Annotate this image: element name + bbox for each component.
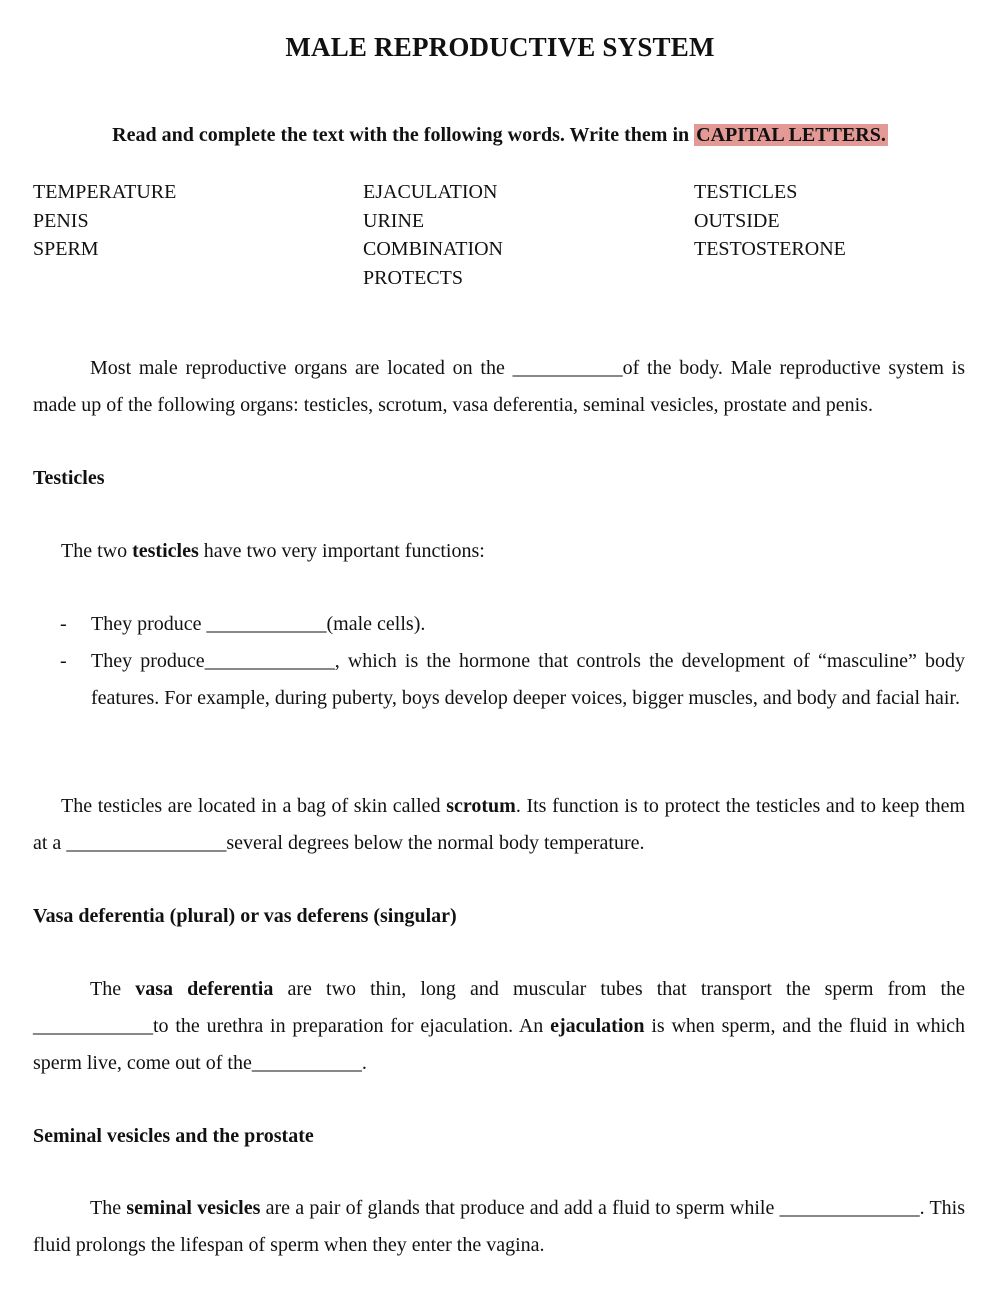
word-bank-column-3 — [694, 178, 846, 264]
testicles-lead — [33, 533, 965, 570]
word-bank-item: PROTECTS — [363, 266, 464, 289]
instruction-highlight: CAPITAL LETTERS. — [696, 124, 886, 146]
heading-testicles: Testicles — [33, 467, 105, 489]
fill-blank-outside[interactable]: ___________ — [512, 357, 623, 379]
word-bank-column-1 — [33, 178, 176, 264]
word-bank-item: PENIS — [33, 209, 89, 232]
word-bank-item: OUTSIDE — [694, 209, 780, 232]
heading-seminal-vesicles: Seminal vesicles and the prostate — [33, 1125, 314, 1147]
paragraph-text: are a pair of glands that produce and add a fluid to sperm while — [260, 1197, 780, 1219]
word-bank-item: TESTOSTERONE — [694, 238, 846, 260]
instruction-text: Read and complete the text with the following words. Write them in — [112, 124, 695, 146]
paragraph-text: The — [90, 978, 136, 1000]
paragraph-text: is when sperm, and the fluid in which sperm live, come out of the — [33, 1015, 965, 1074]
intro-text: of the body. Male reproductive system is made up of the following organs: testicles, scrotum, vasa deferentia, seminal vesicles, prostate and penis. — [33, 357, 965, 416]
page-title: MALE REPRODUCTIVE SYSTEM — [285, 32, 715, 62]
bullet-text: , which is the hormone that controls the development of “masculine” body features. For example, during puberty, boys develop deeper voices, bigger muscles, and body and facial hair. — [91, 650, 965, 709]
intro-text: Most male reproductive organs are located on the — [90, 357, 513, 379]
paragraph-text: to the urethra in preparation for ejaculation. An — [153, 1015, 551, 1037]
lead-text: The two — [61, 540, 133, 562]
bullet-text: (male cells). — [326, 613, 426, 635]
lead-text: have two very important functions: — [198, 540, 485, 562]
instruction — [0, 124, 1000, 147]
dash-bullet-icon: - — [60, 650, 67, 672]
word-bank-item: SPERM — [33, 238, 99, 260]
paragraph-text: . Its function is to protect the testicles and to keep them at a — [33, 795, 966, 854]
scrotum-bold: scrotum — [446, 795, 516, 817]
fill-blank-ejaculation[interactable]: ______________ — [779, 1197, 920, 1219]
vasa-paragraph — [33, 971, 965, 1082]
seminal-paragraph — [33, 1190, 965, 1264]
intro-paragraph — [33, 350, 965, 424]
fill-blank-testicles[interactable]: ____________ — [33, 1015, 153, 1037]
paragraph-text: several degrees below the normal body temperature. — [226, 832, 645, 854]
ejaculation-bold: ejaculation — [550, 1015, 645, 1037]
fill-blank-sperm[interactable]: ____________ — [206, 613, 327, 635]
paragraph-text: The — [90, 1197, 127, 1219]
vasa-bold: vasa deferentia — [135, 978, 274, 1000]
bullet-text: They produce — [91, 613, 207, 635]
lead-bold: testicles — [132, 540, 199, 562]
paragraph-text: . This fluid prolongs the lifespan of sperm when they enter the vagina. — [33, 1197, 966, 1256]
scrotum-paragraph — [33, 788, 965, 862]
bullet-text: They produce — [91, 650, 205, 672]
fill-blank-penis[interactable]: ___________ — [251, 1052, 362, 1074]
fill-blank-testosterone[interactable]: _____________ — [204, 650, 335, 672]
word-bank-column-2 — [363, 178, 503, 292]
list-item — [33, 606, 965, 643]
word-bank-item: TEMPERATURE — [33, 181, 177, 203]
dash-bullet-icon: - — [60, 613, 67, 635]
word-bank-item: TESTICLES — [694, 181, 798, 203]
word-bank-item: EJACULATION — [363, 181, 498, 203]
paragraph-text: are two thin, long and muscular tubes that transport the sperm from the — [273, 978, 965, 1000]
word-bank-item: URINE — [363, 209, 425, 232]
fill-blank-temperature[interactable]: ________________ — [66, 832, 227, 854]
heading-vasa-deferentia: Vasa deferentia (plural) or vas deferens (singular) — [33, 905, 457, 927]
seminal-bold: seminal vesicles — [126, 1197, 261, 1219]
word-bank-item: COMBINATION — [363, 238, 503, 260]
list-item — [33, 643, 965, 717]
paragraph-text: The testicles are located in a bag of skin called — [61, 795, 447, 817]
testicles-functions-list — [33, 606, 965, 717]
paragraph-text: . — [361, 1052, 367, 1074]
